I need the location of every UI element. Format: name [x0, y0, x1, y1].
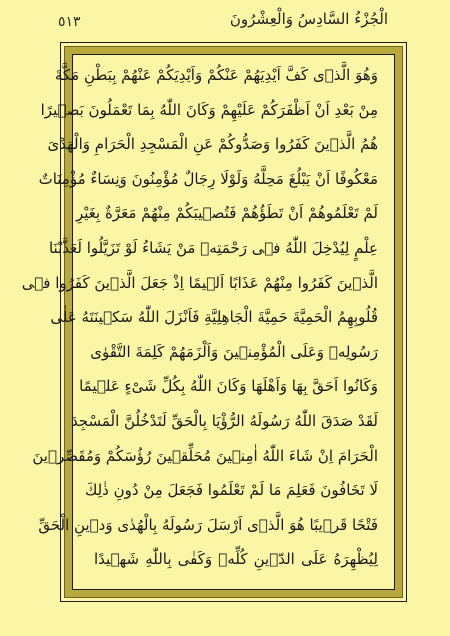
verse-line-1: وَهُوَ الَّذٖى كَفَّ اَيْدِيَهُمْ عَنْكُمْ وَاَيْدِيَكُمْ عَنْهُمْ بِبَطْنِ مَكَّةَ [54, 66, 378, 84]
verse-text-block [21, 58, 378, 578]
verse-line-6: عِلْمٍ لِيُدْخِلَ اللّٰهُ فٖى رَحْمَتِهٖ مَنْ يَشَاءُ لَوْ تَزَيَّلُوا لَعَذَّبْنَا [48, 238, 378, 257]
verse-line-12: الْحَرَامَ اِنْ شَاءَ اللّٰهُ اٰمِنٖينَ مُحَلِّقٖينَ رُؤُسَكُمْ وَمُقَصِّرٖينَ [32, 446, 378, 465]
verse-line-5: لَمْ تَعْلَمُوهُمْ اَنْ تَطَؤُهُمْ فَتُصٖيبَكُمْ مِنْهُمْ مَعَرَّةٌ بِغَيْرِ [75, 204, 378, 223]
juz-header: الْجُزْءُ السَّادِسُ وَالْعِشْرُونَ [229, 10, 388, 28]
verse-line-3: هُمُ الَّذٖينَ كَفَرُوا وَصَدُّوكُمْ عَنِ الْمَسْجِدِ الْحَرَامِ وَالْهَدْىَ [47, 135, 378, 154]
verse-line-10: وَكَانُوا اَحَقَّ بِهَا وَاَهْلَهَا وَكَانَ اللّٰهُ بِكُلِّ شَىْءٍ عَلٖيمًا [79, 377, 378, 396]
verse-line-7: الَّذٖينَ كَفَرُوا مِنْهُمْ عَذَابًا اَلٖيمًا اِذْ جَعَلَ الَّذٖينَ كَفَرُوا فٖى [21, 273, 378, 292]
verse-line-9: رَسُولِهٖ وَعَلَى الْمُؤْمِنٖينَ وَاَلْزَمَهُمْ كَلِمَةَ التَّقْوٰى [90, 342, 378, 361]
verse-line-8: قُلُوبِهِمُ الْحَمِيَّةَ حَمِيَّةَ الْجَاهِلِيَّةِ فَاَنْزَلَ اللّٰهُ سَكٖينَتَهُ عَلٰى [50, 308, 378, 327]
verse-line-11: لَقَدْ صَدَقَ اللّٰهُ رَسُولَهُ الرُّؤْيَا بِالْحَقِّ لَتَدْخُلُنَّ الْمَسْجِدَ [70, 411, 378, 430]
verse-line-15: لِيُظْهِرَهُ عَلَى الدّٖينِ كُلِّهٖ وَكَفٰى بِاللّٰهِ شَهٖيدًا [94, 550, 378, 569]
verse-line-4: مَعْكُوفًا اَنْ يَبْلُغَ مَحِلَّهُ وَلَوْلَا رِجَالٌ مُؤْمِنُونَ وَنِسَاءٌ مُؤْمِنَاتٌ [38, 169, 378, 188]
verse-line-13: لَا تَخَافُونَ فَعَلِمَ مَا لَمْ تَعْلَمُوا فَجَعَلَ مِنْ دُونِ ذٰلِكَ [84, 481, 378, 500]
verse-line-2: مِنْ بَعْدِ اَنْ اَظْفَرَكُمْ عَلَيْهِمْ وَكَانَ اللّٰهُ بِمَا تَعْمَلُونَ بَصٖيرًا [40, 100, 378, 119]
page-number: ٥١٣ [58, 14, 81, 30]
verse-line-14: فَتْحًا قَرٖيبًا هُوَ الَّذٖى اَرْسَلَ رَسُولَهُ بِالْهُدٰى وَدٖينِ الْحَقِّ [38, 515, 378, 534]
